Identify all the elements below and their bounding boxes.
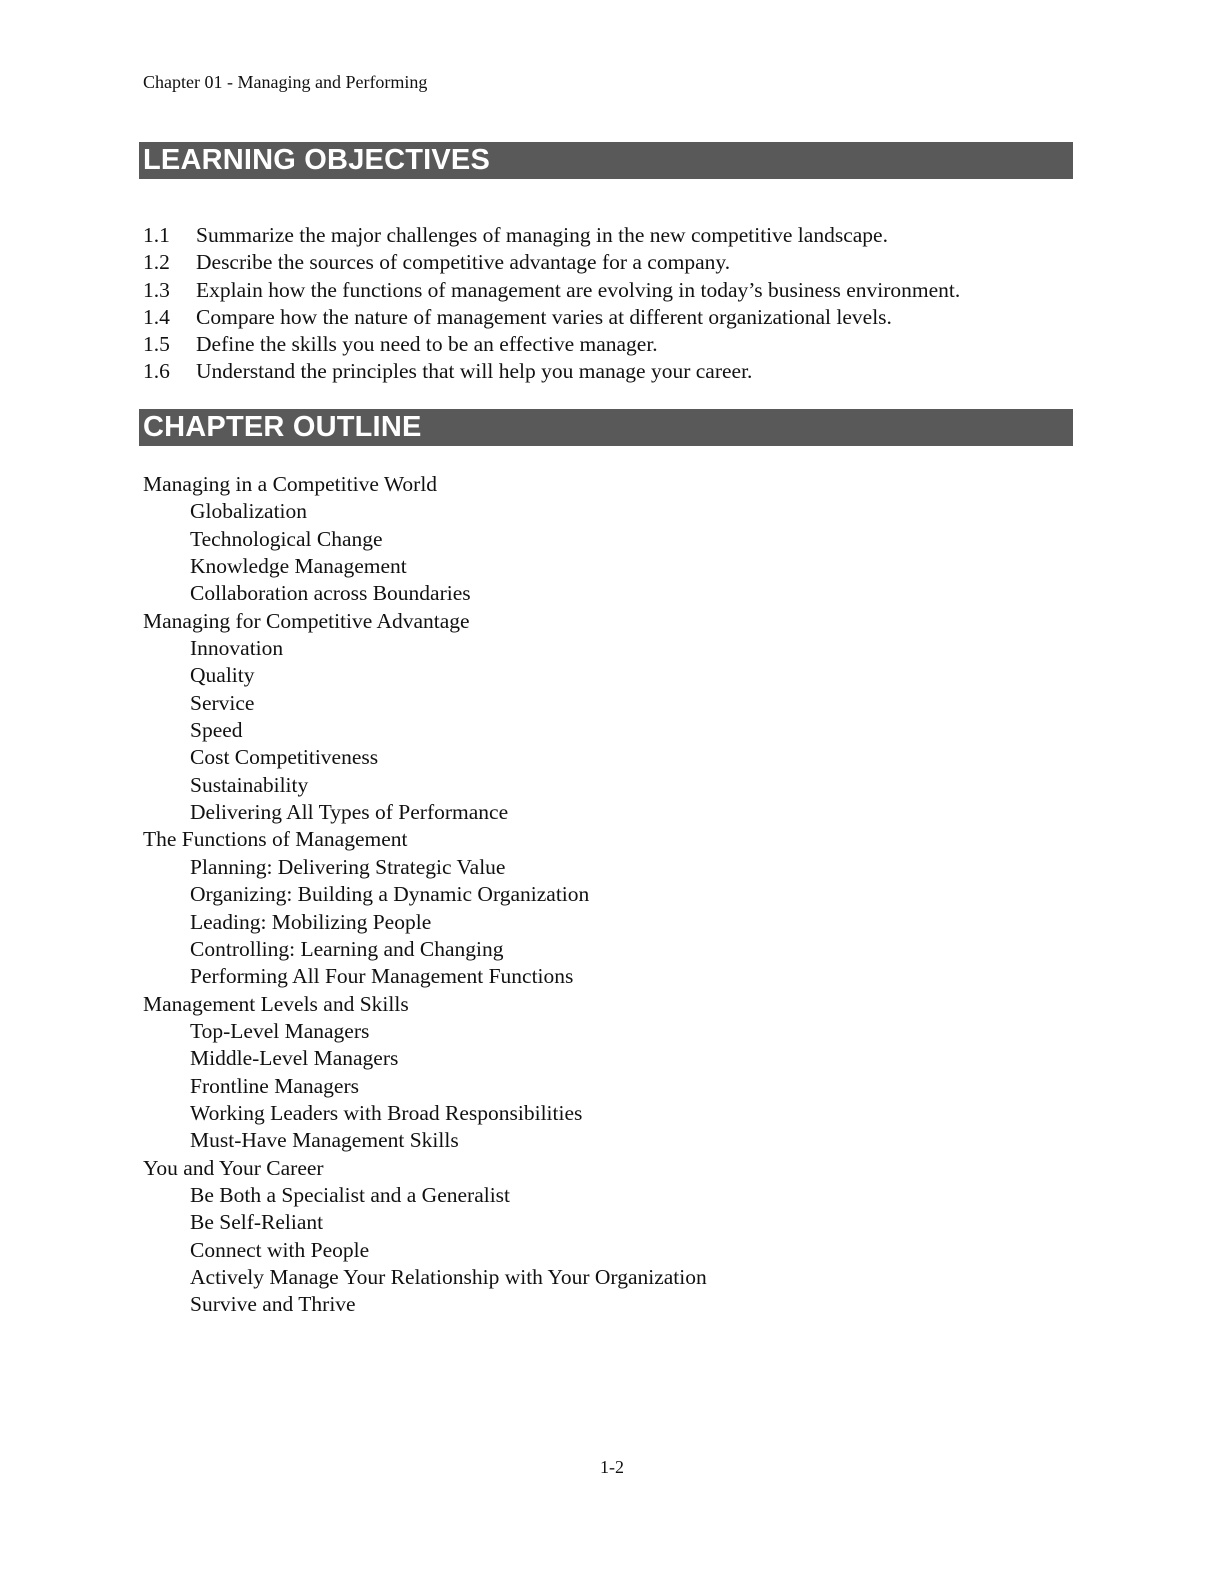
outline-subitem: Middle-Level Managers bbox=[190, 1046, 399, 1071]
objective-item bbox=[143, 222, 960, 249]
outline-subitem: Collaboration across Boundaries bbox=[190, 581, 471, 606]
outline-subitem: Service bbox=[190, 690, 255, 715]
objective-item bbox=[143, 249, 960, 276]
outline-subitem: Organizing: Building a Dynamic Organization bbox=[190, 882, 590, 907]
outline-section-heading: You and Your Career bbox=[143, 1155, 324, 1180]
outline-subitem: Frontline Managers bbox=[190, 1073, 359, 1098]
objective-number: 1.2 bbox=[143, 250, 170, 275]
objective-text: Compare how the nature of management varies at different organizational levels. bbox=[196, 304, 892, 329]
outline-subitem: Survive and Thrive bbox=[190, 1292, 356, 1317]
outline-subitem: Speed bbox=[190, 718, 243, 743]
learning-objectives-heading: LEARNING OBJECTIVES bbox=[139, 142, 1073, 179]
objective-text: Describe the sources of competitive advantage for a company. bbox=[196, 250, 731, 275]
outline-section-heading: Management Levels and Skills bbox=[143, 991, 409, 1016]
outline-subitem: Be Both a Specialist and a Generalist bbox=[190, 1182, 511, 1207]
outline-subitem: Actively Manage Your Relationship with Your Organization bbox=[190, 1264, 707, 1289]
running-head: Chapter 01 - Managing and Performing bbox=[143, 72, 428, 92]
outline-subitem: Leading: Mobilizing People bbox=[190, 909, 432, 934]
outline-subitem: Technological Change bbox=[190, 526, 383, 551]
outline-subitem: Globalization bbox=[190, 499, 308, 524]
outline-section-heading: The Functions of Management bbox=[143, 827, 408, 852]
outline-subitem: Be Self-Reliant bbox=[190, 1210, 324, 1235]
objective-item bbox=[143, 358, 960, 385]
outline-subitem: Knowledge Management bbox=[190, 554, 407, 579]
outline-section-heading: Managing for Competitive Advantage bbox=[143, 608, 470, 633]
chapter-outline-list bbox=[143, 471, 707, 1319]
outline-subitem: Connect with People bbox=[190, 1237, 370, 1262]
outline-subitem: Performing All Four Management Functions bbox=[190, 964, 574, 989]
outline-subitem: Controlling: Learning and Changing bbox=[190, 936, 504, 961]
objective-item bbox=[143, 331, 960, 358]
outline-subitem: Quality bbox=[190, 663, 255, 688]
objective-text: Define the skills you need to be an effective manager. bbox=[196, 332, 658, 357]
outline-subitem: Cost Competitiveness bbox=[190, 745, 379, 770]
objective-number: 1.3 bbox=[143, 277, 170, 302]
outline-subitem: Innovation bbox=[190, 636, 284, 661]
objective-text: Explain how the functions of management are evolving in today’s business environment. bbox=[196, 277, 961, 302]
learning-objectives-list bbox=[143, 222, 960, 386]
outline-subitem: Delivering All Types of Performance bbox=[190, 800, 509, 825]
page-number: 1-2 bbox=[600, 1457, 624, 1477]
objective-item bbox=[143, 277, 960, 304]
outline-section-heading: Managing in a Competitive World bbox=[143, 472, 438, 496]
objective-number: 1.1 bbox=[143, 223, 170, 247]
objective-item bbox=[143, 304, 960, 331]
objective-text: Understand the principles that will help you manage your career. bbox=[196, 359, 753, 384]
objective-text: Summarize the major challenges of managing in the new competitive landscape. bbox=[196, 223, 888, 247]
outline-subitem: Top-Level Managers bbox=[190, 1018, 370, 1043]
outline-subitem: Must-Have Management Skills bbox=[190, 1128, 459, 1153]
chapter-outline-heading: CHAPTER OUTLINE bbox=[139, 409, 1073, 446]
objective-number: 1.5 bbox=[143, 332, 170, 357]
objective-number: 1.4 bbox=[143, 304, 170, 329]
outline-subitem: Planning: Delivering Strategic Value bbox=[190, 854, 506, 879]
objective-number: 1.6 bbox=[143, 359, 170, 384]
outline-subitem: Working Leaders with Broad Responsibilities bbox=[190, 1100, 583, 1125]
outline-subitem: Sustainability bbox=[190, 772, 309, 797]
